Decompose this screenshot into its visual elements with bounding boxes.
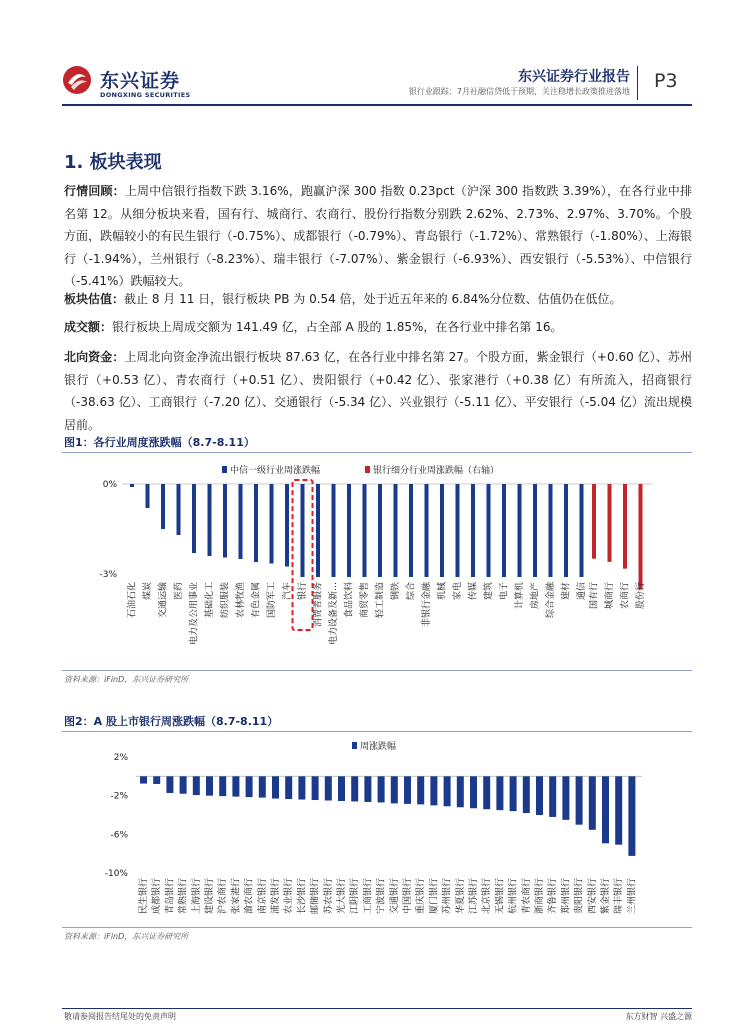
x-tick-label: 浦发银行 bbox=[271, 878, 281, 915]
y-tick-label: 0% bbox=[102, 480, 117, 490]
x-tick-label: 沪农商行 bbox=[218, 878, 229, 915]
bar bbox=[177, 484, 181, 535]
bar bbox=[457, 776, 464, 807]
paragraph-text: 银行板块上周成交额为 141.49 亿，占全部 A 股的 1.85%，在各行业中排名第 16。 bbox=[112, 320, 563, 334]
bar bbox=[615, 776, 622, 844]
sub-bar bbox=[639, 484, 643, 589]
x-tick-label: 农商行 bbox=[620, 582, 631, 610]
bar bbox=[394, 484, 398, 577]
x-tick-label: 农林牧渔 bbox=[236, 582, 246, 619]
bar bbox=[602, 776, 609, 843]
report-subtitle: 银行业跟踪：7月社融信贷低于预期，关注稳增长政策推进落地 bbox=[408, 87, 630, 96]
bar bbox=[580, 484, 584, 577]
bar bbox=[285, 484, 289, 567]
bar bbox=[316, 484, 320, 577]
bar bbox=[347, 484, 351, 577]
x-tick-label: 机械 bbox=[437, 582, 448, 601]
paragraph-turnover bbox=[64, 316, 692, 339]
x-tick-label: 常熟银行 bbox=[178, 878, 189, 915]
bar bbox=[270, 484, 274, 564]
x-tick-label: 非银行金融 bbox=[422, 582, 432, 628]
x-tick-label: 建设银行 bbox=[205, 878, 215, 915]
x-tick-label: 渝农商行 bbox=[244, 878, 255, 915]
bar bbox=[471, 484, 475, 577]
x-tick-label: 商贸零售 bbox=[360, 582, 370, 619]
sub-bar bbox=[623, 484, 627, 569]
x-tick-label: 国防军工 bbox=[267, 582, 277, 619]
x-tick-label: 浙商银行 bbox=[535, 878, 545, 915]
y-tick-label: -6% bbox=[110, 830, 128, 841]
x-tick-label: 电力设备及新… bbox=[329, 582, 339, 646]
x-tick-label: 苏农银行 bbox=[323, 878, 334, 915]
logo-subtext: DONGXING SECURITIES bbox=[100, 91, 191, 99]
chart-bank-weekly bbox=[62, 735, 692, 925]
x-tick-label: 西安银行 bbox=[587, 878, 598, 915]
x-tick-label: 建材 bbox=[561, 582, 572, 601]
bar bbox=[564, 484, 568, 577]
figure2-top-line bbox=[62, 731, 692, 732]
x-tick-label: 江苏银行 bbox=[469, 878, 479, 915]
x-tick-label: 南京银行 bbox=[257, 878, 268, 915]
y-tick-label: -3% bbox=[99, 570, 117, 580]
y-tick-label: 2% bbox=[113, 753, 128, 763]
bar bbox=[378, 776, 385, 802]
x-tick-label: 有色金属 bbox=[251, 582, 262, 619]
bar bbox=[562, 776, 569, 820]
bar bbox=[483, 776, 490, 809]
x-tick-label: 上海银行 bbox=[191, 878, 202, 915]
bar bbox=[140, 776, 147, 783]
x-tick-label: 北京银行 bbox=[482, 878, 493, 915]
paragraph-label: 板块估值： bbox=[64, 292, 125, 306]
bar bbox=[166, 776, 173, 793]
x-tick-label: 民生银行 bbox=[139, 878, 149, 915]
bar bbox=[285, 776, 292, 799]
x-tick-label: 交通银行 bbox=[389, 878, 400, 915]
bar bbox=[456, 484, 460, 577]
logo-icon bbox=[62, 65, 92, 95]
bar bbox=[440, 484, 444, 577]
x-tick-label: 传媒 bbox=[468, 582, 479, 601]
x-tick-label: 房地产 bbox=[530, 582, 541, 610]
x-tick-label: 医药 bbox=[174, 582, 184, 601]
legend-swatch bbox=[365, 466, 370, 473]
bar bbox=[351, 776, 358, 801]
footer-disclaimer: 敬请参阅报告结尾处的免责声明 bbox=[64, 1012, 176, 1021]
bar bbox=[206, 776, 213, 795]
paragraph-label: 成交额： bbox=[64, 320, 113, 334]
x-tick-label: 苏州银行 bbox=[442, 878, 453, 915]
bar bbox=[332, 484, 336, 577]
x-tick-label: 中国银行 bbox=[403, 878, 413, 915]
legend-swatch bbox=[222, 466, 227, 473]
bar bbox=[363, 484, 367, 577]
logo-text: 东兴证券 bbox=[100, 70, 181, 92]
bar bbox=[364, 776, 371, 802]
footer-line bbox=[62, 1008, 692, 1009]
bar bbox=[298, 776, 305, 799]
bar bbox=[536, 776, 543, 815]
bar bbox=[239, 484, 243, 559]
bar bbox=[470, 776, 477, 808]
x-tick-label: 光大银行 bbox=[337, 878, 347, 915]
report-type: 东兴证券行业报告 bbox=[518, 69, 630, 85]
bar bbox=[549, 484, 553, 577]
x-tick-label: 国有行 bbox=[589, 582, 600, 610]
bar bbox=[208, 484, 212, 556]
x-tick-label: 郑州银行 bbox=[561, 878, 572, 915]
x-tick-label: 瑞丰银行 bbox=[614, 878, 625, 915]
x-tick-label: 电力及公用事业 bbox=[189, 582, 200, 646]
bar bbox=[272, 776, 279, 798]
bar bbox=[576, 776, 583, 824]
paragraph-text: 上周中信银行指数下跌 3.16%，跑赢沪深 300 指数 0.23pct（沪深 300 指数跌 3.39%），在各行业中排名第 12。从细分板块来看，国有行、城商行、农商行、股份行指数分别跌 2.62%、2.73%、2.97%、3.70%。个股方面，跌幅较小的有民生银行（-0.75%）、成都银行（-0.79%）、青岛银行（-1.72%）、常熟银行（-1.80%）、上海银行（-1.94%），兰州银行（-8.23%）、瑞丰银行（-7.07%）、紫金银行（-6.93%）、西安银行（-5.53%）、中信银行（-5.41%）跌幅较大。 bbox=[64, 184, 692, 288]
bar bbox=[425, 484, 429, 577]
x-tick-label: 纺织服装 bbox=[220, 582, 231, 619]
bar bbox=[518, 484, 522, 577]
bar bbox=[549, 776, 556, 817]
x-tick-label: 食品饮料 bbox=[344, 582, 355, 619]
x-tick-label: 厦门银行 bbox=[429, 878, 440, 915]
x-tick-label: 兰州银行 bbox=[627, 878, 638, 915]
bar bbox=[301, 484, 305, 577]
x-tick-label: 华夏银行 bbox=[455, 878, 466, 915]
x-tick-label: 通信 bbox=[577, 582, 587, 601]
bar bbox=[312, 776, 319, 800]
bar bbox=[523, 776, 530, 813]
x-tick-label: 综合金融 bbox=[546, 582, 556, 619]
x-tick-label: 邮储银行 bbox=[310, 878, 321, 915]
x-tick-label: 石油石化 bbox=[127, 582, 138, 619]
bar bbox=[192, 484, 196, 553]
x-tick-label: 农业银行 bbox=[284, 878, 295, 915]
bar bbox=[409, 484, 413, 577]
figure1-title: 图1：各行业周度涨跌幅（8.7-8.11） bbox=[64, 436, 255, 449]
x-tick-label: 交通运输 bbox=[158, 582, 169, 619]
paragraph-valuation bbox=[64, 288, 692, 311]
x-tick-label: 紫金银行 bbox=[601, 878, 611, 915]
x-tick-label: 钢铁 bbox=[391, 582, 401, 601]
paragraph-northbound bbox=[64, 346, 692, 436]
x-tick-label: 消费者服务 bbox=[313, 582, 324, 628]
paragraph-label: 行情回顾： bbox=[64, 184, 125, 198]
x-tick-label: 长沙银行 bbox=[297, 878, 308, 915]
bar bbox=[487, 484, 491, 577]
bar bbox=[589, 776, 596, 829]
x-tick-label: 成都银行 bbox=[152, 878, 163, 915]
figure2-source: 资料来源：iFinD，东兴证券研究所 bbox=[64, 932, 189, 941]
chart-industry-weekly bbox=[62, 456, 692, 666]
bar bbox=[219, 776, 226, 796]
x-tick-label: 青农商行 bbox=[521, 878, 532, 915]
bar bbox=[391, 776, 398, 803]
bar bbox=[180, 776, 187, 793]
sub-bar bbox=[592, 484, 596, 559]
figure1-bottom-line bbox=[62, 670, 692, 671]
figure1-top-line bbox=[62, 452, 692, 453]
y-tick-label: -10% bbox=[104, 869, 128, 879]
bar bbox=[430, 776, 437, 805]
header-divider bbox=[637, 66, 638, 100]
x-tick-label: 重庆银行 bbox=[416, 878, 427, 915]
bar bbox=[193, 776, 200, 795]
bar bbox=[338, 776, 345, 801]
bar bbox=[628, 776, 635, 856]
x-tick-label: 轻工制造 bbox=[375, 582, 386, 619]
bar bbox=[444, 776, 451, 806]
x-tick-label: 股份行 bbox=[636, 582, 646, 610]
figure2-bottom-line bbox=[62, 927, 692, 928]
bar bbox=[496, 776, 503, 810]
x-tick-label: 贵阳银行 bbox=[574, 878, 585, 915]
x-tick-label: 煤炭 bbox=[143, 582, 153, 601]
bar bbox=[246, 776, 253, 797]
x-tick-label: 综合 bbox=[406, 582, 417, 601]
y-tick-label: -2% bbox=[110, 791, 128, 802]
bar bbox=[533, 484, 537, 577]
bar bbox=[232, 776, 239, 796]
bar bbox=[502, 484, 506, 577]
bar bbox=[259, 776, 266, 797]
figure1-source: 资料来源：iFinD，东兴证券研究所 bbox=[64, 675, 189, 684]
x-tick-label: 银行 bbox=[298, 582, 308, 601]
sub-bar bbox=[608, 484, 612, 562]
x-tick-label: 家电 bbox=[453, 582, 463, 601]
x-tick-label: 无锡银行 bbox=[495, 878, 506, 915]
x-tick-label: 张家港行 bbox=[231, 878, 242, 915]
bar bbox=[325, 776, 332, 800]
paragraph-label: 北向资金： bbox=[64, 350, 125, 364]
bar bbox=[510, 776, 517, 811]
paragraph-text: 截止 8 月 11 日，银行板块 PB 为 0.54 倍，处于近五年来的 6.84%分位数、估值仍在低位。 bbox=[124, 292, 622, 306]
legend-label: 周涨跌幅 bbox=[360, 742, 397, 752]
bar bbox=[378, 484, 382, 577]
bar bbox=[130, 484, 134, 487]
x-tick-label: 城商行 bbox=[605, 582, 615, 610]
paragraph-text: 上周北向资金净流出银行板块 87.63 亿，在各行业中排名第 27。个股方面，紫金银行（+0.60 亿）、苏州银行（+0.53 亿）、青农商行（+0.51 亿）、贵阳银行（+0.42 亿）、张家港行（+0.38 亿）有所流入，招商银行（-38.63 亿）、工商银行（-7.20 亿）、交通银行（-5.34 亿）、兴业银行（-5.11 亿）、平安银行（-5.04 亿）流出规模居前。 bbox=[64, 350, 692, 432]
x-tick-label: 基础化工 bbox=[205, 582, 215, 619]
x-tick-label: 建筑 bbox=[484, 582, 494, 601]
x-tick-label: 电子 bbox=[499, 582, 510, 601]
figure2-title: 图2：A 股上市银行周涨跌幅（8.7-8.11） bbox=[64, 715, 279, 728]
legend-label: 中信一级行业周涨跌幅 bbox=[230, 466, 321, 476]
x-tick-label: 宁波银行 bbox=[376, 878, 387, 915]
bar bbox=[146, 484, 150, 508]
header-line bbox=[62, 104, 692, 106]
x-tick-label: 江阴银行 bbox=[350, 878, 361, 915]
bar bbox=[223, 484, 227, 558]
bar bbox=[404, 776, 411, 804]
x-tick-label: 计算机 bbox=[515, 582, 525, 610]
bar bbox=[153, 776, 160, 784]
x-tick-label: 工商银行 bbox=[363, 878, 374, 915]
bar bbox=[417, 776, 424, 804]
section-title: 1. 板块表现 bbox=[64, 152, 162, 173]
legend-label: 银行细分行业周涨跌幅（右轴） bbox=[373, 466, 500, 476]
x-tick-label: 杭州银行 bbox=[508, 878, 519, 915]
x-tick-label: 齐鲁银行 bbox=[548, 878, 559, 915]
footer-slogan: 东方财智 兴盛之源 bbox=[625, 1012, 692, 1021]
x-tick-label: 青岛银行 bbox=[165, 878, 176, 915]
x-tick-label: 汽车 bbox=[282, 582, 293, 601]
page-number: P3 bbox=[654, 70, 678, 92]
bar bbox=[254, 484, 258, 562]
paragraph-market-review bbox=[64, 180, 692, 293]
legend-swatch bbox=[352, 742, 357, 749]
bar bbox=[161, 484, 165, 529]
